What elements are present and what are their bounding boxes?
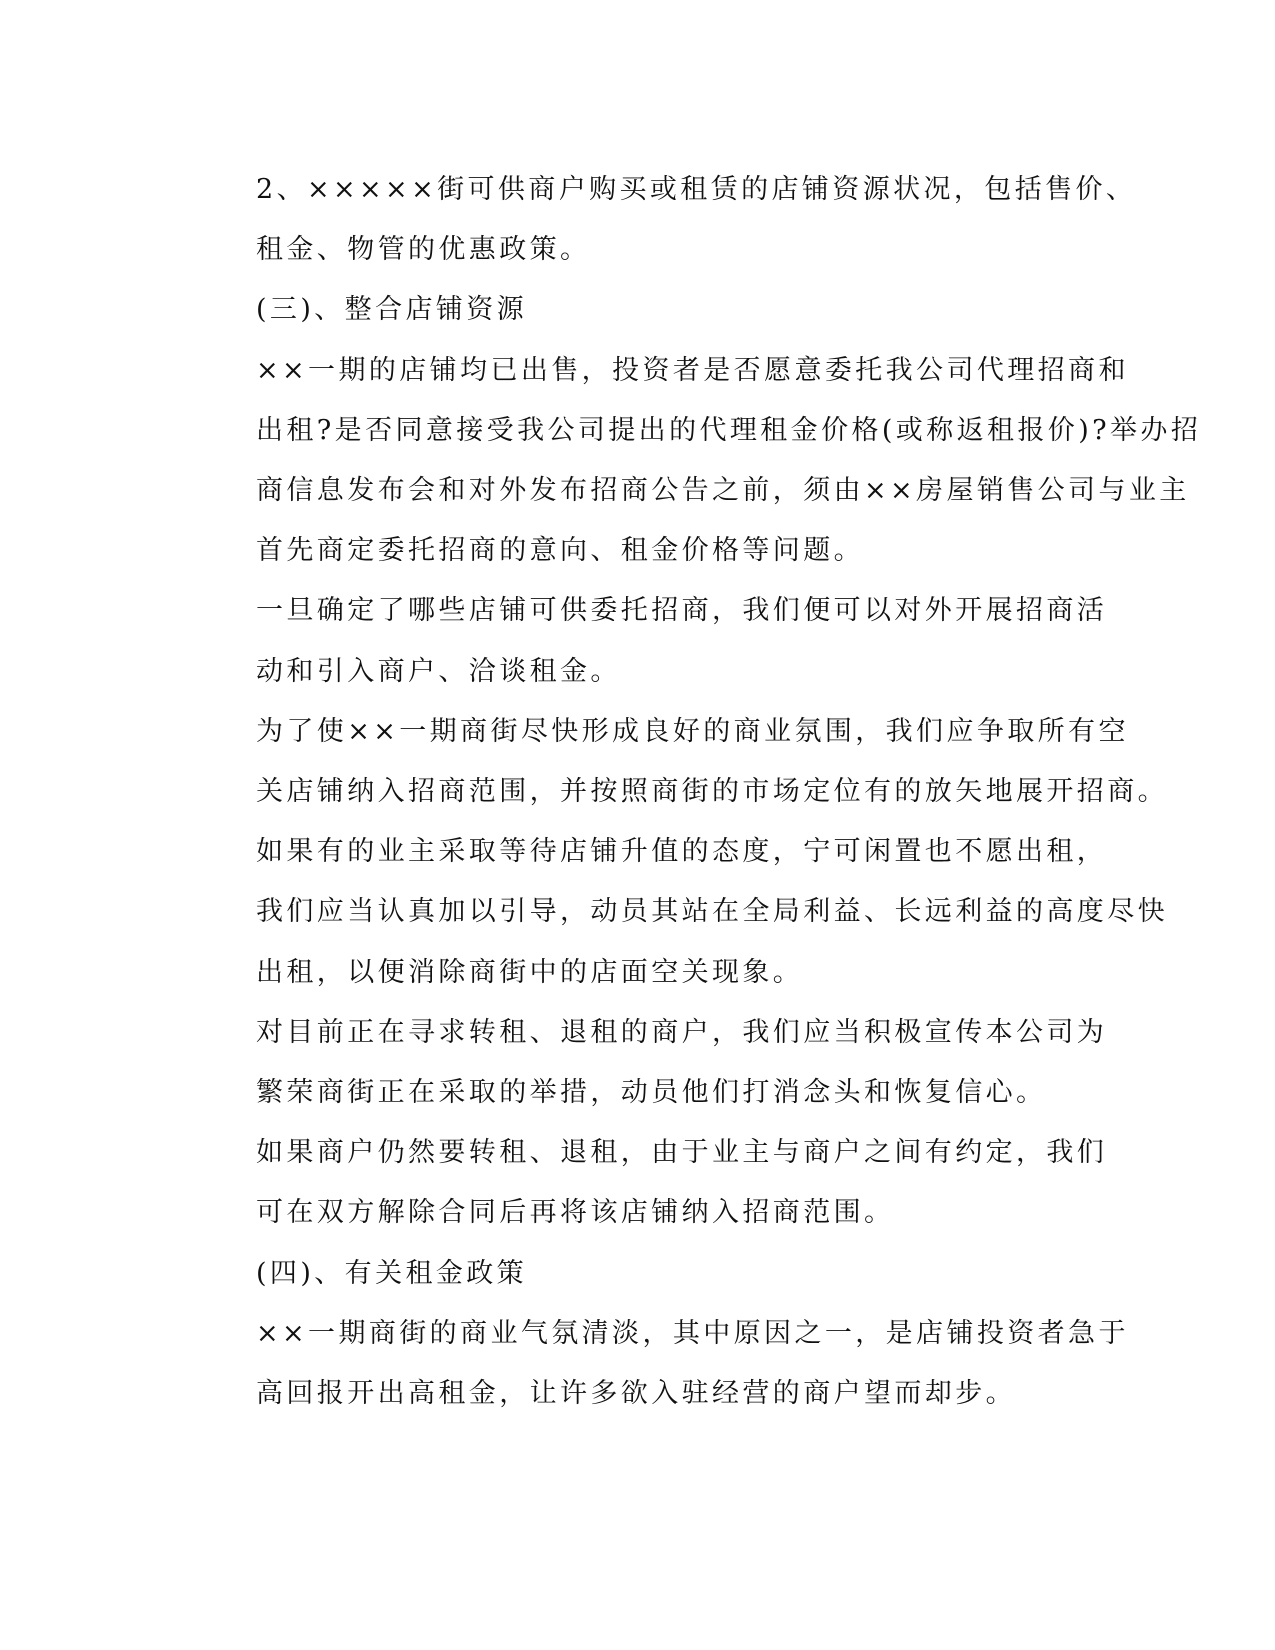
text-line: 2、×××××街可供商户购买或租赁的店铺资源状况，包括售价、 bbox=[256, 174, 1137, 205]
text-line: 动和引入商户、洽谈租金。 bbox=[256, 655, 621, 687]
text-line: ××一期商街的商业气氛清淡，其中原因之一，是店铺投资者急于 bbox=[256, 1317, 1129, 1349]
paragraph-tenant-retention bbox=[187, 1003, 1108, 1123]
heading-text: (三)、整合店铺资源 bbox=[256, 294, 528, 326]
text-line: 为了使××一期商街尽快形成良好的商业氛围，我们应争取所有空 bbox=[256, 715, 1129, 747]
document-body bbox=[187, 160, 1202, 1424]
paragraph-rent-policy bbox=[187, 1304, 1129, 1424]
paragraph-start-leasing bbox=[187, 581, 1108, 701]
text-line: ××一期的店铺均已出售，投资者是否愿意委托我公司代理招商和 bbox=[256, 354, 1129, 386]
text-line: 如果商户仍然要转租、退租，由于业主与商户之间有约定，我们 bbox=[256, 1137, 1108, 1169]
section-heading-4 bbox=[187, 1244, 1057, 1304]
text-line: 一旦确定了哪些店铺可供委托招商，我们便可以对外开展招商活 bbox=[256, 595, 1108, 627]
text-line: 首先商定委托招商的意向、租金价格等问题。 bbox=[256, 535, 864, 567]
text-line: 高回报开出高租金，让许多欲入驻经营的商户望而却步。 bbox=[256, 1378, 1016, 1410]
text-line: 繁荣商街正在采取的举措，动员他们打消念头和恢复信心。 bbox=[256, 1077, 1047, 1109]
section-heading-3 bbox=[187, 280, 1057, 340]
text-line: 商信息发布会和对外发布招商公告之前，须由××房屋销售公司与业主 bbox=[256, 475, 1190, 507]
text-line: 关店铺纳入招商范围，并按照商街的市场定位有的放矢地展开招商。 bbox=[256, 776, 1168, 808]
paragraph-business-atmosphere bbox=[187, 702, 1168, 822]
text-line: 可在双方解除合同后再将该店铺纳入招商范围。 bbox=[256, 1197, 895, 1229]
heading-text: (四)、有关租金政策 bbox=[256, 1257, 528, 1289]
text-line: 租金、物管的优惠政策。 bbox=[256, 234, 591, 266]
paragraph-shop-resources bbox=[187, 160, 1137, 280]
text-line: 我们应当认真加以引导，动员其站在全局利益、长远利益的高度尽快 bbox=[256, 896, 1168, 928]
text-line: 出租，以便消除商街中的店面空关现象。 bbox=[256, 956, 804, 988]
paragraph-entrust-leasing bbox=[187, 341, 1202, 582]
paragraph-contract-termination bbox=[187, 1123, 1108, 1243]
text-line: 对目前正在寻求转租、退租的商户，我们应当积极宣传本公司为 bbox=[256, 1016, 1108, 1048]
text-line: 出租?是否同意接受我公司提出的代理租金价格(或称返租报价)?举办招 bbox=[256, 414, 1202, 446]
paragraph-owner-guidance bbox=[187, 822, 1168, 1003]
text-line: 如果有的业主采取等待店铺升值的态度，宁可闲置也不愿出租， bbox=[256, 836, 1108, 868]
